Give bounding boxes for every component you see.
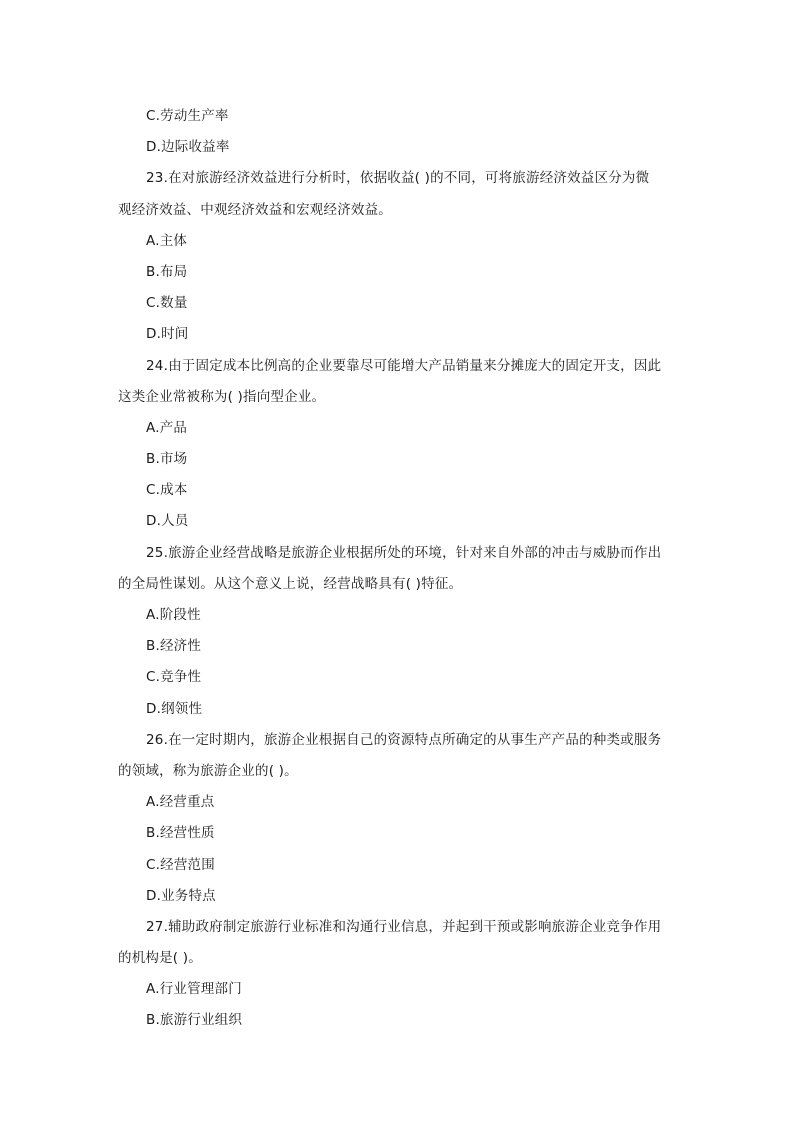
question-23-option-c: C.数量: [146, 295, 188, 312]
question-25-line-2: 的全局性谋划。从这个意义上说，经营战略具有( )特征。: [118, 575, 463, 592]
question-26-option-c: C.经营范围: [146, 856, 215, 873]
question-24-option-d: D.人员: [146, 513, 189, 530]
question-27-line-1: 27.辅助政府制定旅游行业标准和沟通行业信息，并起到干预或影响旅游企业竞争作用: [146, 918, 662, 935]
document-content: [118, 101, 678, 1037]
question-23-option-d: D.时间: [146, 326, 189, 343]
question-25-option-d: D.纲领性: [146, 700, 203, 717]
question-24-line-1: 24.由于固定成本比例高的企业要靠尽可能增大产品销量来分摊庞大的固定开支，因此: [146, 357, 662, 374]
question-26-option-b: B.经营性质: [146, 825, 215, 842]
option-c-prev: C.劳动生产率: [146, 108, 229, 124]
question-24-option-c: C.成本: [146, 482, 188, 499]
option-d-prev: D.边际收益率: [146, 139, 230, 156]
question-25-option-c: C.竞争性: [146, 669, 202, 686]
question-25-line-1: 25.旅游企业经营战略是旅游企业根据所处的环境，针对来自外部的冲击与威胁而作出: [146, 544, 662, 561]
question-26-line-1: 26.在一定时期内，旅游企业根据自己的资源特点所确定的从事生产产品的种类或服务: [146, 731, 662, 748]
question-23-option-a: A.主体: [146, 232, 188, 249]
question-27-option-b: B.旅游行业组织: [146, 1012, 243, 1029]
question-25-option-a: A.阶段性: [146, 607, 201, 623]
question-27-option-a: A.行业管理部门: [146, 981, 242, 998]
question-26-option-d: D.业务特点: [146, 887, 216, 904]
question-24-option-a: A.产品: [146, 419, 188, 436]
question-25-option-b: B.经济性: [146, 638, 202, 655]
question-23-line-1: 23.在对旅游经济效益进行分析时，依据收益( )的不同，可将旅游经济效益区分为微: [146, 170, 650, 187]
question-23-option-b: B.布局: [146, 263, 188, 280]
question-23-line-2: 观经济效益、中观经济效益和宏观经济效益。: [118, 201, 392, 218]
question-24-line-2: 这类企业常被称为( )指向型企业。: [118, 388, 326, 405]
question-27-line-2: 的机构是( )。: [118, 950, 202, 967]
question-26-line-2: 的领域，称为旅游企业的( )。: [118, 762, 298, 779]
question-24-option-b: B.市场: [146, 451, 188, 468]
question-26-option-a: A.经营重点: [146, 794, 215, 811]
